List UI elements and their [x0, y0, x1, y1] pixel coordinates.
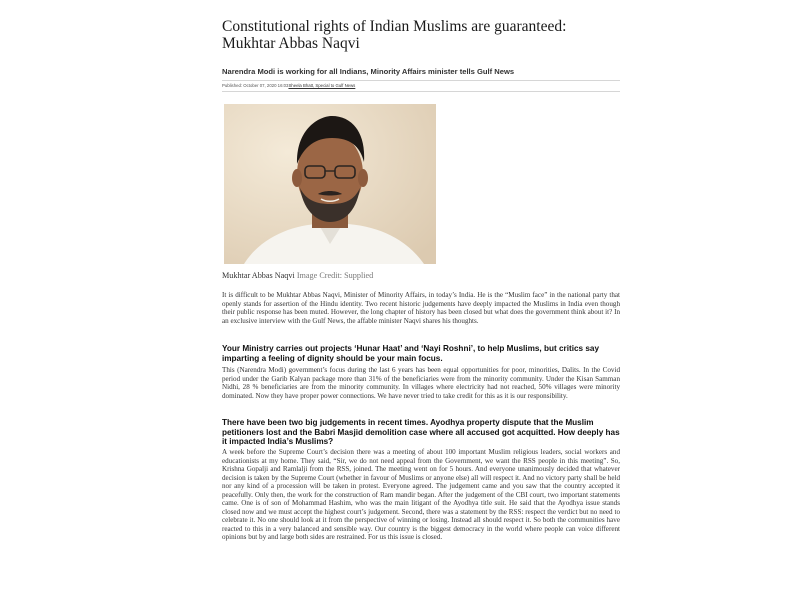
article-headline: Constitutional rights of Indian Muslims are guaranteed: Mukhtar Abbas Naqvi [222, 18, 567, 52]
byline [222, 83, 355, 88]
answer-1: This (Narendra Modi) government’s focus during the last 6 years has been equal opportunities for poor, minorities, Dalits. In the Covid period under the Garib Kalyan package more than 31% of the beneficiaries were from the minority community. Under the Kisan Samman Nidhi, 28 % beneficiaries are from the minority community. In villages where electricity had not reached, 50% villages were minority dominated. Now they have proper power connections. We have never tried to take credit for this as it is our responsibility. [222, 366, 620, 400]
question-2: There have been two big judgements in recent times. Ayodhya property dispute that the Muslim petitioners lost and the Babri Masjid demolition case where all accused got acquitted. How deeply has it impacted India’s Muslims? [222, 418, 620, 447]
photo-caption [222, 271, 373, 280]
intro-paragraph: It is difficult to be Mukhtar Abbas Naqvi, Minister of Minority Affairs, in today’s India. He is the “Muslim face” in the national party that openly stands for assertion of the Hindu identity. Two recent historic judgements have deeply impacted the Muslims in India even though their public response has been muted. However, the long chapter of history has been closed but what does the government think about it? In an exclusive interview with the Gulf News, the affable minister Naqvi shares his thoughts. [222, 291, 620, 325]
author-link[interactable]: Sheela Bhatt, Special to Gulf News [288, 83, 356, 88]
divider [222, 91, 620, 92]
question-1: Your Ministry carries out projects ‘Hunar Haat’ and ‘Nayi Roshni’, to help Muslims, but critics say imparting a feeling of dignity should be your main focus. [222, 344, 600, 363]
published-date: October 07, 2020 16:03 [243, 83, 289, 88]
article-photo [224, 104, 436, 264]
article-subheadline: Narendra Modi is working for all Indians, Minority Affairs minister tells Gulf News [222, 67, 515, 76]
portrait-image [224, 104, 436, 264]
divider [222, 80, 620, 81]
caption-name: Mukhtar Abbas Naqvi [222, 271, 295, 280]
caption-credit: Image Credit: Supplied [296, 271, 374, 280]
answer-2: A week before the Supreme Court’s decision there was a meeting of about 100 important Muslim religious leaders, social workers and educationists at my home. They said, “Sir, we do not need appeal from the Government, we want the RSS people in this meeting”. So, Krishna Gopalji and Ramlalji from the RSS, joined. The meeting went on for 5 hours. And everyone unanimously decided that whatever decision is taken by the Supreme Court (whether in favour of Muslims or anyone else) all will respect it. And no victory party shall be held nor any kind of a procession will be taken in protest. Everyone agreed. The judgement came and you saw that the country accepted it peacefully. Only then, the work for the construction of Ram mandir began. After the judgement of the CBI court, two important statements came. One is of son of Mohammad Hashim, who was the main litigant of the Ayodhya title suit. He said that the Ayodhya issue stands closed now and we must accept the highest court’s judgement. Second, there was a statement by the RSS: respect the verdict but no need to celebrate it. No one should look at it from the perspective of winning or losing. Instead all should respect it. So both the communities have reacted to this in a very balanced and sensible way. Our country is the biggest democracy in the world where people can voice different opinions but by and large both sides are restrained. For us this issue is closed. [222, 448, 620, 541]
published-label: Published: [222, 83, 243, 88]
